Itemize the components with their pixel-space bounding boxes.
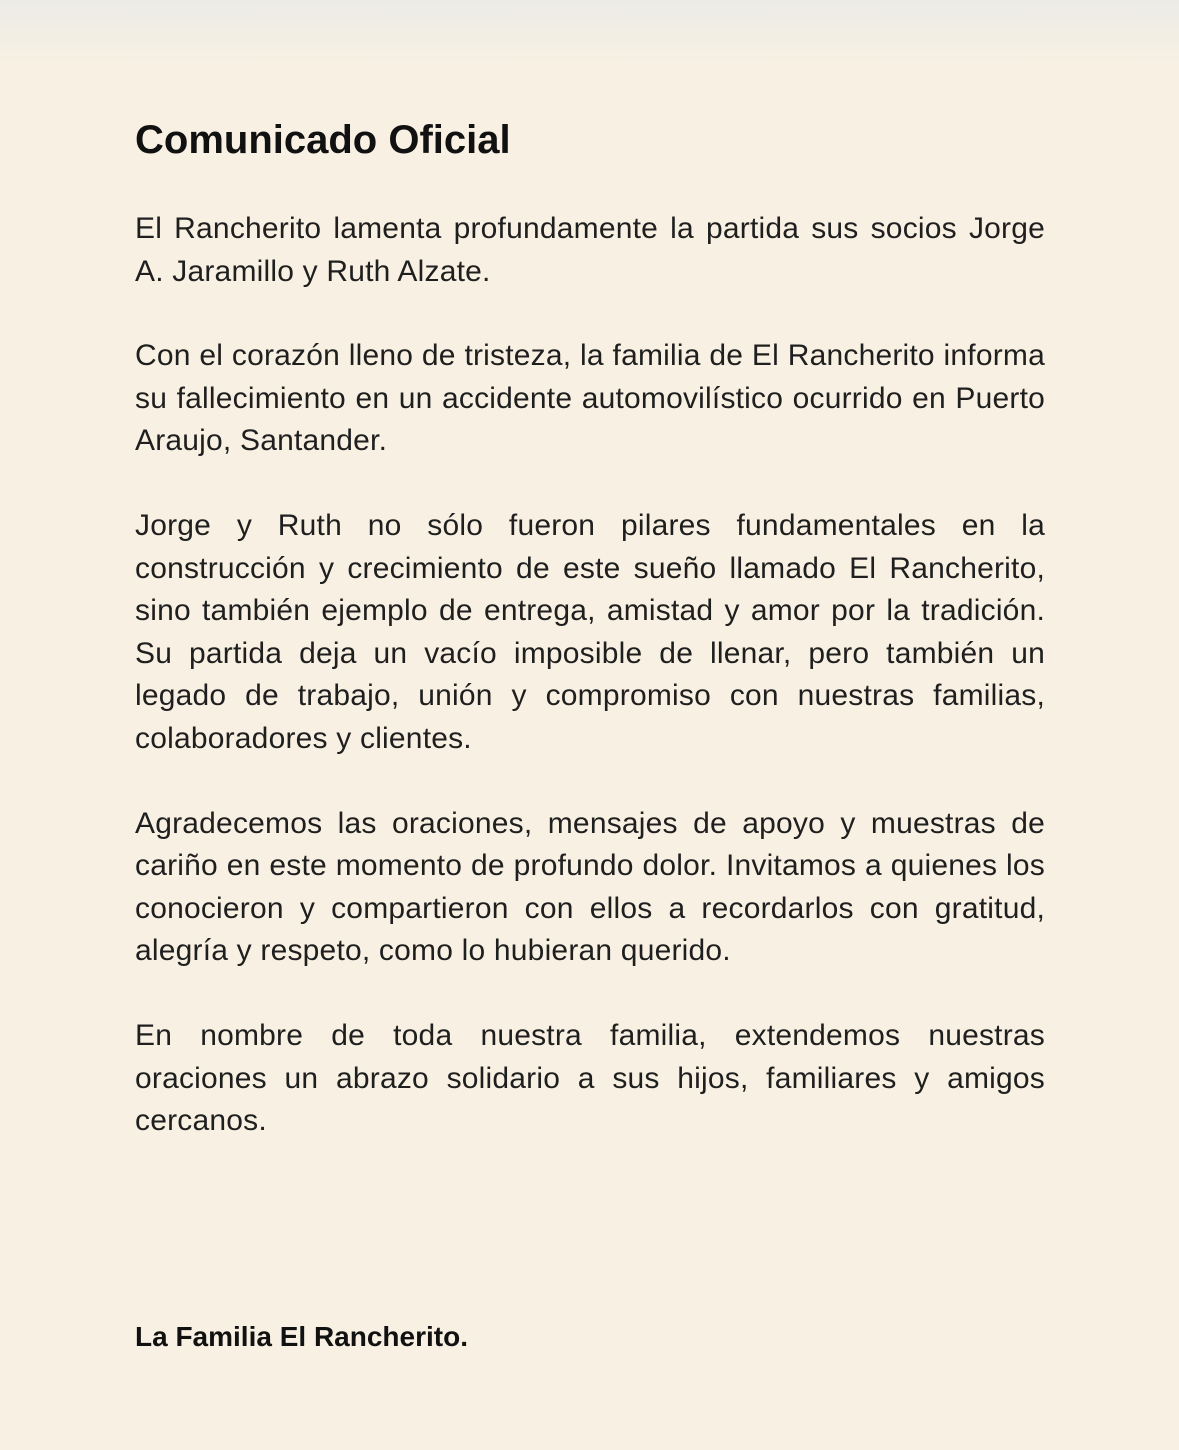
paragraph-announcement: El Rancherito lamenta profundamente la partida sus socios Jorge A. Jaramillo y Ruth Alzate. bbox=[135, 212, 1045, 288]
top-shading bbox=[0, 0, 1179, 70]
paragraph-tribute: Jorge y Ruth no sólo fueron pilares fundamentales en la construcción y crecimiento de este sueño llamado El Rancherito, sino también ejemplo de entrega, amistad y amor por la tradición. Su partida deja un vacío imposible de llenar, pero también un legado de trabajo, unión y compromiso con nuestras familias, colaboradores y clientes. bbox=[135, 508, 1045, 755]
signature: La Familia El Rancherito. bbox=[135, 1321, 468, 1352]
paragraph-condolences: En nombre de toda nuestra familia, extendemos nuestras oraciones un abrazo solidario a sus hijos, familiares y amigos cercanos. bbox=[135, 1018, 1045, 1138]
statement-body bbox=[135, 208, 1045, 1143]
statement-document bbox=[135, 112, 1045, 1143]
paragraph-accident-info: Con el corazón lleno de tristeza, la familia de El Rancherito informa su fallecimiento en un accidente automovilístico ocurrido en Puerto Araujo, Santander. bbox=[135, 339, 1045, 458]
statement-title: Comunicado Oficial bbox=[135, 118, 511, 162]
paragraph-gratitude: Agradecemos las oraciones, mensajes de apoyo y muestras de cariño en este momento de profundo dolor. Invitamos a quienes los conocieron y compartieron con ellos a recordarlos con gratitud, alegría y respeto, como lo hubieran querido. bbox=[135, 806, 1045, 968]
